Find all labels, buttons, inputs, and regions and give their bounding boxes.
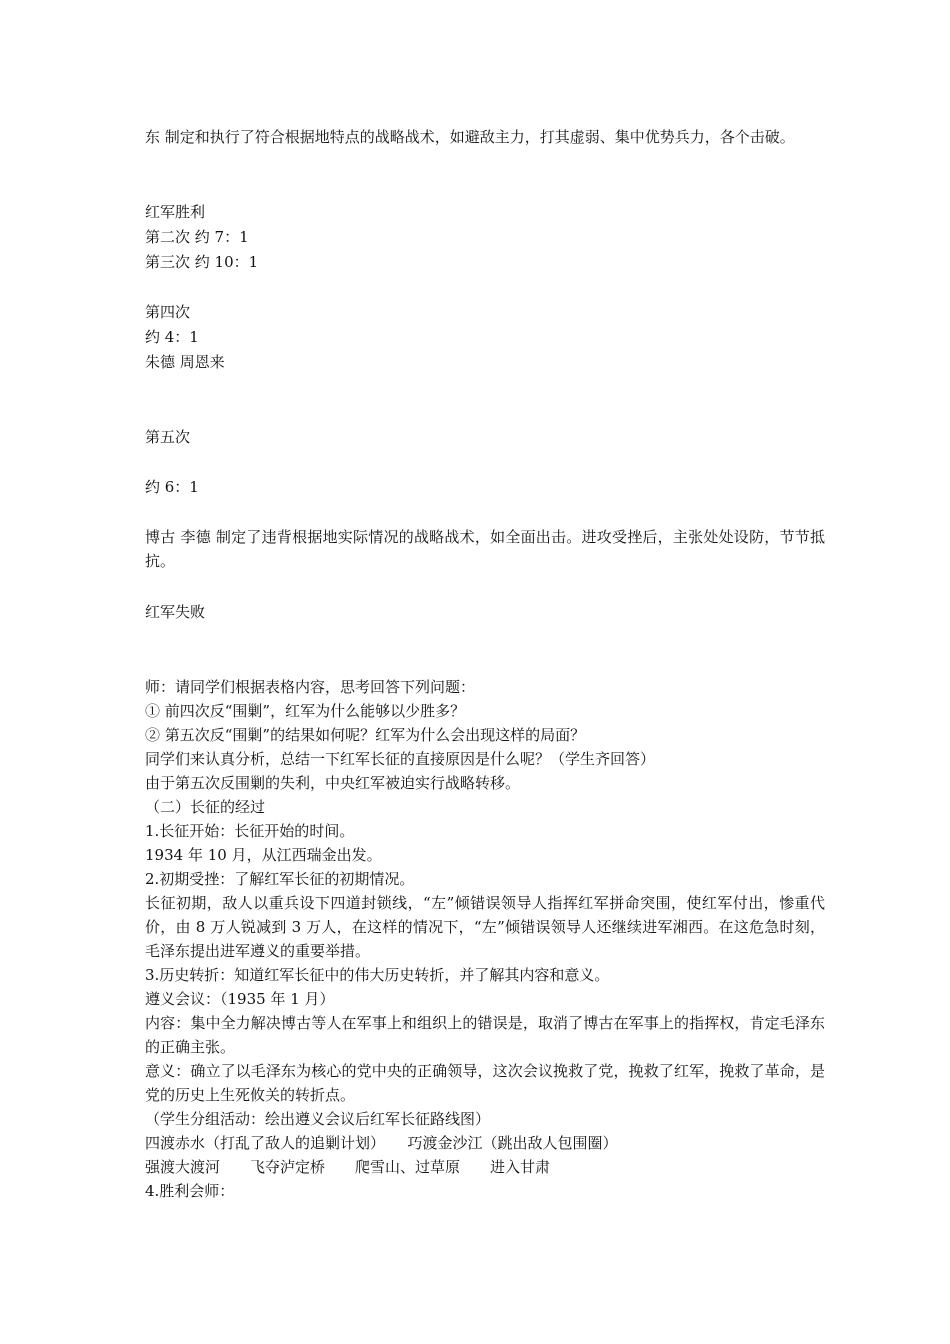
- text-zunyi-conference: 遵义会议：（1935 年 1 月）: [145, 990, 335, 1008]
- text-fourth-campaign: 第四次: [145, 303, 191, 321]
- paragraph-conference-significance: 意义：确立了以毛泽东为核心的党中央的正确领导，这次会议挽救了党，挽救了红军，挽救了革命，是党的历史上生死攸关的转折点。: [145, 1062, 825, 1104]
- paragraph-conference-content: 内容：集中全力解决博古等人在军事上和组织上的错误是，取消了博古在军事上的指挥权，肯定毛泽东的正确主张。: [145, 1014, 825, 1056]
- text-third-campaign: 第三次 约 10：1: [145, 253, 259, 271]
- text-question-2: ② 第五次反“围剿”的结果如何呢？红军为什么会出现这样的局面？: [145, 726, 586, 744]
- text-route-part-2: 强渡大渡河 飞夺泸定桥 爬雪山、过草原 进入甘肃: [145, 1158, 551, 1176]
- item-4-reunion: 4.胜利会师：: [145, 1182, 235, 1200]
- text-fifth-ratio: 约 6：1: [145, 478, 199, 496]
- item-3-turning-point: 3.历史转折：知道红军长征中的伟大历史转折，并了解其内容和意义。: [145, 966, 610, 984]
- text-route-part-1: 四渡赤水（打乱了敌人的追剿计划） 巧渡金沙江（跳出敌人包围圈）: [145, 1134, 618, 1152]
- text-strategic-transfer: 由于第五次反围剿的失利，中央红军被迫实行战略转移。: [145, 774, 521, 792]
- text-fourth-leaders: 朱德 周恩来: [145, 353, 225, 371]
- text-second-campaign: 第二次 约 7：1: [145, 228, 249, 246]
- text-red-army-defeat: 红军失败: [145, 603, 206, 621]
- text-question-1: ① 前四次反“围剿”，红军为什么能够以少胜多？: [145, 702, 466, 720]
- item-1-start: 1.长征开始：长征开始的时间。: [145, 822, 355, 840]
- text-red-army-victory: 红军胜利: [145, 203, 206, 221]
- item-2-setback: 2.初期受挫：了解红军长征的初期情况。: [145, 870, 415, 888]
- paragraph-early-setback: 长征初期，敌人以重兵设下四道封锁线，“左”倾错误领导人指挥红军拼命突围，使红军付出，惨重代价，由 8 万人锐减到 3 万人，在这样的情况下，“左”倾错误领导人还继续进军湘西。在这危急时刻，毛泽东提出进军遵义的重要举措。: [145, 894, 825, 960]
- section-heading-long-march: （二）长征的经过: [145, 798, 266, 816]
- paragraph-strategy-success: 东 制定和执行了符合根据地特点的战略战术，如避敌主力，打其虚弱、集中优势兵力，各个击破。: [145, 128, 795, 146]
- text-fourth-ratio: 约 4：1: [145, 328, 199, 346]
- text-group-activity: （学生分组活动：绘出遵义会议后红军长征路线图）: [145, 1110, 491, 1128]
- text-summary-question: 同学们来认真分析，总结一下红军长征的直接原因是什么呢？（学生齐回答）: [145, 750, 656, 768]
- text-start-date: 1934 年 10 月，从江西瑞金出发。: [145, 846, 382, 864]
- text-teacher-prompt: 师：请同学们根据表格内容，思考回答下列问题：: [145, 678, 476, 696]
- text-fifth-campaign: 第五次: [145, 428, 191, 446]
- paragraph-strategy-failure: 博古 李德 制定了违背根据地实际情况的战略战术，如全面出击。进攻受挫后，主张处处设防，节节抵抗。: [145, 528, 825, 570]
